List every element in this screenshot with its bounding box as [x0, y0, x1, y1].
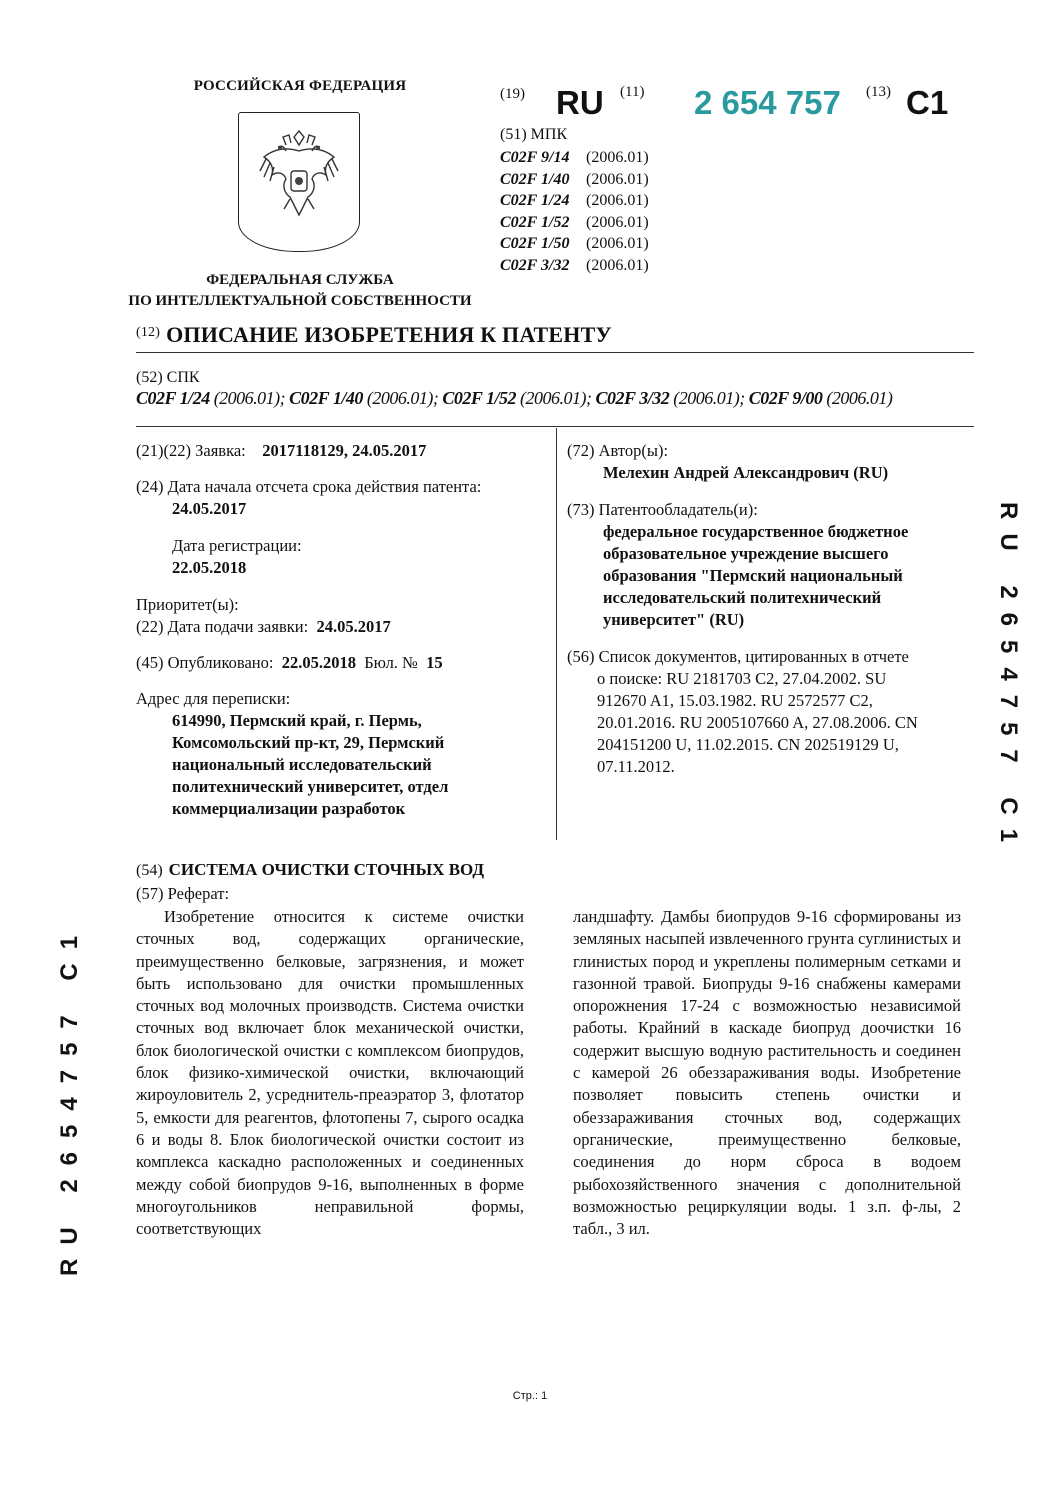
bulletin-label: Бюл. №	[364, 653, 418, 672]
published-value: 22.05.2018	[281, 653, 356, 672]
mpk-list	[500, 147, 649, 276]
owner-label: (73) Патентообладатель(и):	[567, 500, 758, 519]
mpk-class: C02F 1/52	[500, 213, 570, 231]
title-text: ОПИСАНИЕ ИЗОБРЕТЕНИЯ К ПАТЕНТУ	[166, 322, 612, 347]
code-11: (11)	[620, 84, 645, 100]
mpk-class: C02F 1/50	[500, 235, 570, 252]
registration-value: 22.05.2018	[172, 558, 247, 577]
abstract-right-column	[573, 906, 961, 1240]
page-number: Стр.: 1	[512, 1390, 548, 1402]
application-label: (21)(22) Заявка:	[136, 441, 246, 460]
spk-heading: (52) СПК	[136, 369, 200, 386]
mpk-class: C02F 1/40	[500, 170, 570, 188]
abstract-left-text: Изобретение относится к системе очистки сточных вод, содержащих органические, преимущественно белковые, загрязнения, и может быть использовано для очистки промышленных сточных вод молочных производств. Система очистки сточных вод включает блок механической очистки, блок биологической очистки с комплексом биопрудов, блок физико-химической очистки, включающий жироуловитель 2, усреднитель-преаэратор 3, флотатор 5, емкости для реагентов, флотопены 7, сырого осадка 6 и воды 8. Блок биологической очистки состоит из комплекса каскадно расположенных и соединенных между собой биопрудов 9-16, выполненных в форме многоугольников неправильной формы, соответствующих	[136, 907, 524, 1239]
bibliographic-left	[136, 440, 546, 820]
cited-line: 204151200 U, 11.02.2015. CN 202519129 U,	[597, 735, 899, 754]
patent-number: 2 654 757	[694, 84, 841, 121]
published-label: (45) Опубликовано:	[136, 653, 274, 672]
invention-title	[136, 860, 484, 880]
spk-version: (2006.01)	[822, 388, 893, 408]
mpk-item	[500, 233, 649, 255]
side-patent-number-right: RU 2654757 C1	[995, 502, 1022, 857]
mpk-heading: (51) МПК	[500, 126, 568, 143]
agency-line-1: ФЕДЕРАЛЬНАЯ СЛУЖБА	[206, 272, 394, 288]
author-label: (72) Автор(ы):	[567, 441, 669, 460]
spk-class: C02F 1/24	[136, 388, 210, 408]
mpk-item	[500, 147, 649, 169]
spk-version: (2006.01);	[362, 388, 439, 408]
address-line: коммерциализации разработок	[172, 799, 406, 818]
mpk-version: (2006.01)	[586, 170, 649, 188]
referat-label: (57) Реферат:	[136, 884, 230, 903]
mpk-class: C02F 9/14	[500, 149, 570, 166]
divider	[136, 352, 974, 353]
address-line: 614990, Пермский край, г. Пермь,	[172, 711, 422, 730]
spk-class: C02F 3/32	[591, 388, 670, 408]
cited-line: 912670 A1, 15.03.1982. RU 2572577 C2,	[597, 691, 873, 710]
cited-line: о поиске: RU 2181703 C2, 27.04.2002. SU	[597, 669, 887, 688]
side-patent-number-left: RU 2654757 C1	[56, 921, 83, 1276]
owner-line: университет" (RU)	[603, 610, 745, 629]
owner-line: образования "Пермский национальный	[603, 566, 903, 585]
mpk-version: (2006.01)	[586, 149, 649, 166]
application-row	[136, 440, 546, 462]
registration-label: Дата регистрации:	[172, 536, 302, 555]
column-divider	[556, 428, 557, 840]
abstract-right-text: ландшафту. Дамбы биопрудов 9-16 сформированы из земляных насыпей извлеченного грунта суглинистых и глинистых пород и укреплены полимерным сетками и газонной травой. Биопруды 9-16 снабжены камерами опорожнения 17-24 с возможностью независимой работы. Крайний в каскаде биопруд доочистки 16 содержит высшую водную растительность и соединен с камерой 26 обеззараживания воды. Изобретение позволяет повысить степень очистки и обеззараживания сточных вод, содержащих органические, преимущественно белковые, соединения до норм сброса в водоем рыбохозяйственного значения с дополнительной возможностью рециркуляции воды. 1 з.п. ф-лы, 2 табл., 3 ил.	[573, 907, 961, 1239]
spk-class: C02F 9/00	[744, 388, 823, 408]
invention-title-code: (54)	[136, 862, 163, 879]
mpk-class: C02F 1/24	[500, 192, 570, 209]
mpk-version: (2006.01)	[586, 192, 649, 209]
priority-label: Приоритет(ы):	[136, 595, 239, 614]
owner-line: исследовательский политехнический	[603, 588, 882, 607]
bibliographic-right	[567, 440, 977, 778]
published-row	[136, 652, 546, 674]
cited-label: (56) Список документов, цитированных в отчете	[567, 647, 909, 666]
filing-label: (22) Дата подачи заявки:	[136, 617, 309, 636]
code-19: (19)	[500, 86, 525, 102]
agency-line-2: ПО ИНТЕЛЛЕКТУАЛЬНОЙ СОБСТВЕННОСТИ	[128, 293, 472, 309]
address-line: политехнический университет, отдел	[172, 777, 449, 796]
spk-version: (2006.01);	[669, 388, 745, 408]
emblem-frame	[238, 112, 360, 252]
spk-classes	[136, 388, 976, 409]
address-line: национальный исследовательский	[172, 755, 432, 774]
code-13: (13)	[866, 84, 891, 100]
spk-class: C02F 1/52	[438, 388, 517, 408]
filing-row	[136, 616, 546, 638]
mpk-item	[500, 212, 649, 234]
patent-kind: C1	[906, 84, 949, 121]
start-date-label: (24) Дата начала отсчета срока действия патента:	[136, 477, 482, 496]
spk-version: (2006.01);	[516, 388, 592, 408]
spk-version: (2006.01);	[209, 388, 286, 408]
owner-line: образовательное учреждение высшего	[603, 544, 889, 563]
mpk-version: (2006.01)	[586, 235, 649, 252]
address-label: Адрес для переписки:	[136, 689, 291, 708]
country-code: RU	[556, 84, 604, 121]
mpk-item	[500, 169, 649, 191]
filing-value: 24.05.2017	[316, 617, 391, 636]
russian-coat-of-arms-icon	[256, 127, 342, 227]
country-name: РОССИЙСКАЯ ФЕДЕРАЦИЯ	[193, 78, 407, 94]
cited-line: 20.01.2016. RU 2005107660 A, 27.08.2006. CN	[597, 713, 918, 732]
title-code: (12)	[136, 325, 161, 340]
bulletin-value: 15	[426, 653, 443, 672]
abstract-left-column	[136, 906, 524, 1240]
mpk-version: (2006.01)	[586, 213, 649, 231]
invention-title-text: СИСТЕМА ОЧИСТКИ СТОЧНЫХ ВОД	[168, 860, 485, 879]
author-value: Мелехин Андрей Александрович (RU)	[603, 463, 889, 482]
document-title	[136, 322, 612, 348]
mpk-class: C02F 3/32	[500, 256, 570, 274]
start-date-value: 24.05.2017	[172, 499, 247, 518]
agency-name	[112, 270, 488, 312]
owner-line: федеральное государственное бюджетное	[603, 522, 909, 541]
address-line: Комсомольский пр-кт, 29, Пермский	[172, 733, 445, 752]
divider	[136, 426, 974, 427]
application-value: 2017118129, 24.05.2017	[262, 441, 427, 460]
cited-line: 07.11.2012.	[597, 757, 675, 776]
mpk-version: (2006.01)	[586, 256, 649, 274]
mpk-item	[500, 255, 649, 277]
mpk-item	[500, 190, 649, 212]
spk-class: C02F 1/40	[285, 388, 363, 408]
